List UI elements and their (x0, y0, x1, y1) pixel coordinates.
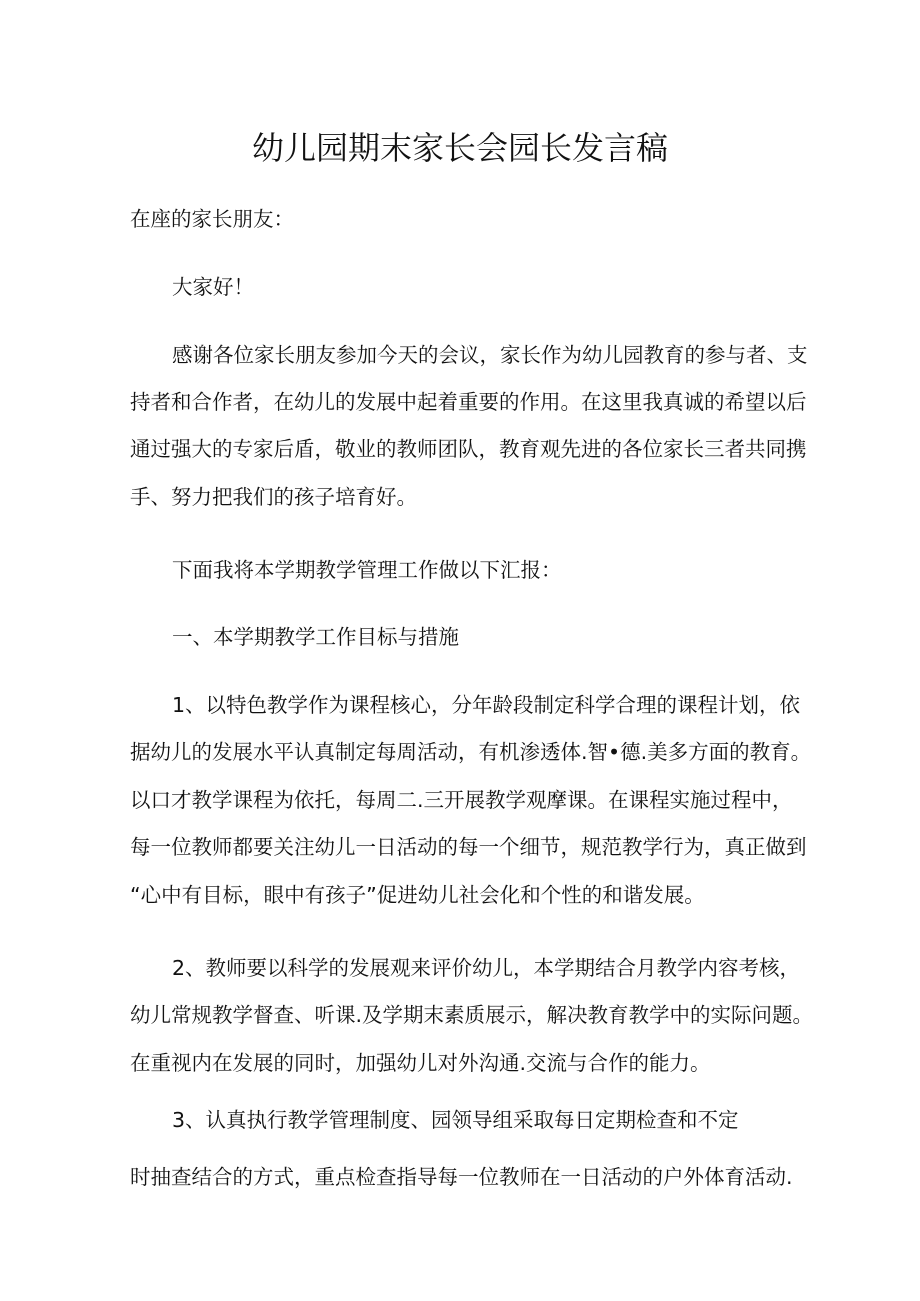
greeting: 大家好！ (172, 275, 254, 299)
item-1-line-2: 据幼儿的发展水平认真制定每周活动，有机渗透体.智•德.美多方面的教育。 (130, 740, 812, 764)
item-1-line-5: “心中有目标，眼中有孩子”促进幼儿社会化和个性的和谐发展。 (130, 883, 705, 907)
item-2-line-3: 在重视内在发展的同时，加强幼儿对外沟通.交流与合作的能力。 (130, 1051, 711, 1075)
section-1-heading: 一、本学期教学工作目标与措施 (172, 625, 459, 649)
paragraph-1-line-2: 持者和合作者，在幼儿的发展中起着重要的作用。在这里我真诚的希望以后 (130, 390, 807, 414)
item-1-line-4: 每一位教师都要关注幼儿一日活动的每一个细节，规范教学行为，真正做到 (130, 835, 807, 859)
paragraph-1-line-1: 感谢各位家长朋友参加今天的会议，家长作为幼儿园教育的参与者、支 (172, 343, 808, 367)
salutation: 在座的家长朋友： (130, 207, 294, 231)
paragraph-1-line-3: 通过强大的专家后盾，敬业的教师团队，教育观先进的各位家长三者共同携 (130, 437, 807, 461)
paragraph-1-line-4: 手、努力把我们的孩子培育好。 (130, 485, 417, 509)
document-title: 幼儿园期末家长会园长发言稿 (251, 129, 668, 167)
item-3-line-1: 3、认真执行教学管理制度、园领导组采取每日定期检查和不定 (172, 1108, 739, 1132)
item-1-line-1: 1、以特色教学作为课程核心，分年龄段制定科学合理的课程计划，依 (172, 693, 801, 717)
item-2-line-1: 2、教师要以科学的发展观来评价幼儿，本学期结合月教学内容考核， (172, 956, 801, 980)
item-2-line-2: 幼儿常规教学督查、听课.及学期末素质展示，解决教育教学中的实际问题。 (130, 1003, 814, 1027)
intro-line: 下面我将本学期教学管理工作做以下汇报： (172, 558, 562, 582)
item-1-line-3: 以口才教学课程为依托，每周二.三开展教学观摩课。在课程实施过程中， (130, 788, 793, 812)
item-3-line-2: 时抽查结合的方式，重点检查指导每一位教师在一日活动的户外体育活动. (130, 1165, 793, 1189)
